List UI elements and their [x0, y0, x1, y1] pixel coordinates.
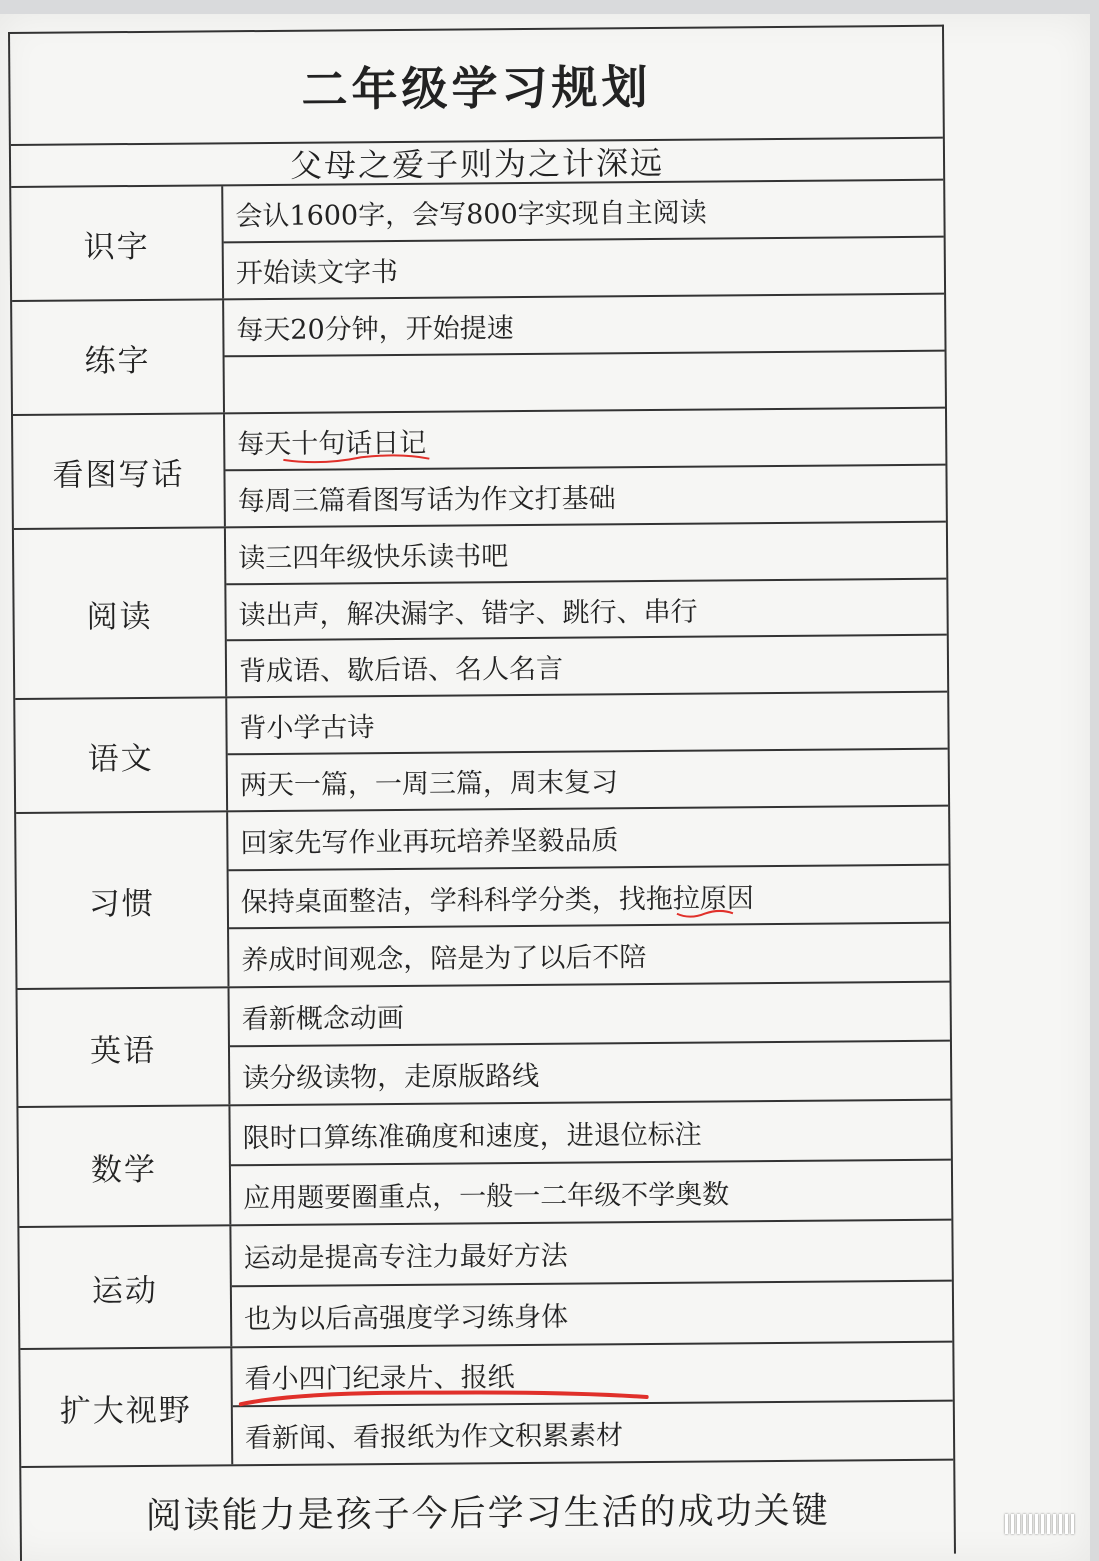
plan-item-text: 保持桌面整洁，学科科学分类，找拖拉原因	[240, 882, 754, 918]
section-yuwen	[15, 693, 948, 814]
plan-item: 两天一篇，一周三篇，周末复习	[239, 767, 619, 802]
plan-item: 限时口算练准确度和速度，进退位标注	[230, 1101, 950, 1167]
plan-item-empty	[225, 352, 945, 413]
section-yuedu	[14, 523, 947, 700]
plan-item: 看新概念动画	[230, 983, 950, 1048]
category-label: 看图写话	[13, 414, 226, 528]
page-title: 二年级学习规划	[10, 27, 943, 146]
plan-item: 读三四年级快乐读书吧	[226, 523, 946, 585]
category-label: 语文	[15, 698, 228, 812]
category-label: 练字	[12, 300, 225, 414]
section-yingyu	[18, 983, 951, 1108]
plan-item: 每周三篇看图写话为作文打基础	[237, 483, 616, 518]
plan-item-underlined	[225, 409, 945, 472]
section-yundong	[19, 1221, 952, 1350]
plan-item: 运动是提高专注力最好方法	[231, 1221, 951, 1288]
plan-item: 每天20分钟，开始提速	[224, 295, 944, 358]
section-shizi	[11, 181, 944, 302]
plan-item-underlined	[232, 1343, 952, 1408]
category-label: 识字	[11, 186, 224, 300]
watermark-bars-icon	[1005, 1514, 1077, 1539]
section-lianzi	[12, 295, 945, 416]
plan-item: 读分级读物，走原版路线	[242, 1060, 540, 1095]
plan-item: 养成时间观念，陪是为了以后不陪	[241, 942, 647, 977]
section-shuxue	[18, 1101, 951, 1228]
category-label: 扩大视野	[20, 1348, 233, 1466]
category-label: 数学	[18, 1106, 231, 1226]
category-label: 阅读	[14, 528, 227, 698]
plan-item: 会认1600字，会写800字实现自主阅读	[223, 181, 943, 244]
plan-item: 也为以后高强度学习练身体	[243, 1301, 569, 1336]
plan-item-text: 看小四门纪录片、报纸	[244, 1362, 515, 1396]
category-label: 运动	[19, 1226, 232, 1348]
section-xiguan	[16, 807, 949, 990]
page-subtitle: 父母之爱子则为之计深远	[11, 139, 943, 188]
plan-item: 回家先写作业再玩培养坚毅品质	[228, 807, 948, 871]
section-kantuxiehua	[13, 409, 946, 530]
plan-item: 读出声，解决漏字、错字、跳行、串行	[226, 579, 946, 641]
category-label: 习惯	[16, 812, 229, 988]
plan-item: 看新闻、看报纸为作文积累素材	[244, 1420, 624, 1455]
plan-item-underlined	[229, 865, 949, 929]
plan-item: 背小学古诗	[227, 693, 947, 756]
plan-item: 应用题要圈重点，一般一二年级不学奥数	[243, 1178, 730, 1214]
plan-item-text: 每天十句话日记	[237, 427, 427, 461]
section-kuodashiye	[20, 1343, 953, 1468]
plan-item: 背成语、歇后语、名人名言	[238, 653, 564, 688]
plan-item: 开始读文字书	[235, 256, 399, 290]
watermark-logo	[1005, 1513, 1077, 1539]
footer-slogan: 阅读能力是孩子今后学习生活的成功关键	[145, 1490, 830, 1537]
category-label: 英语	[18, 988, 231, 1106]
study-plan-table	[8, 25, 956, 1561]
